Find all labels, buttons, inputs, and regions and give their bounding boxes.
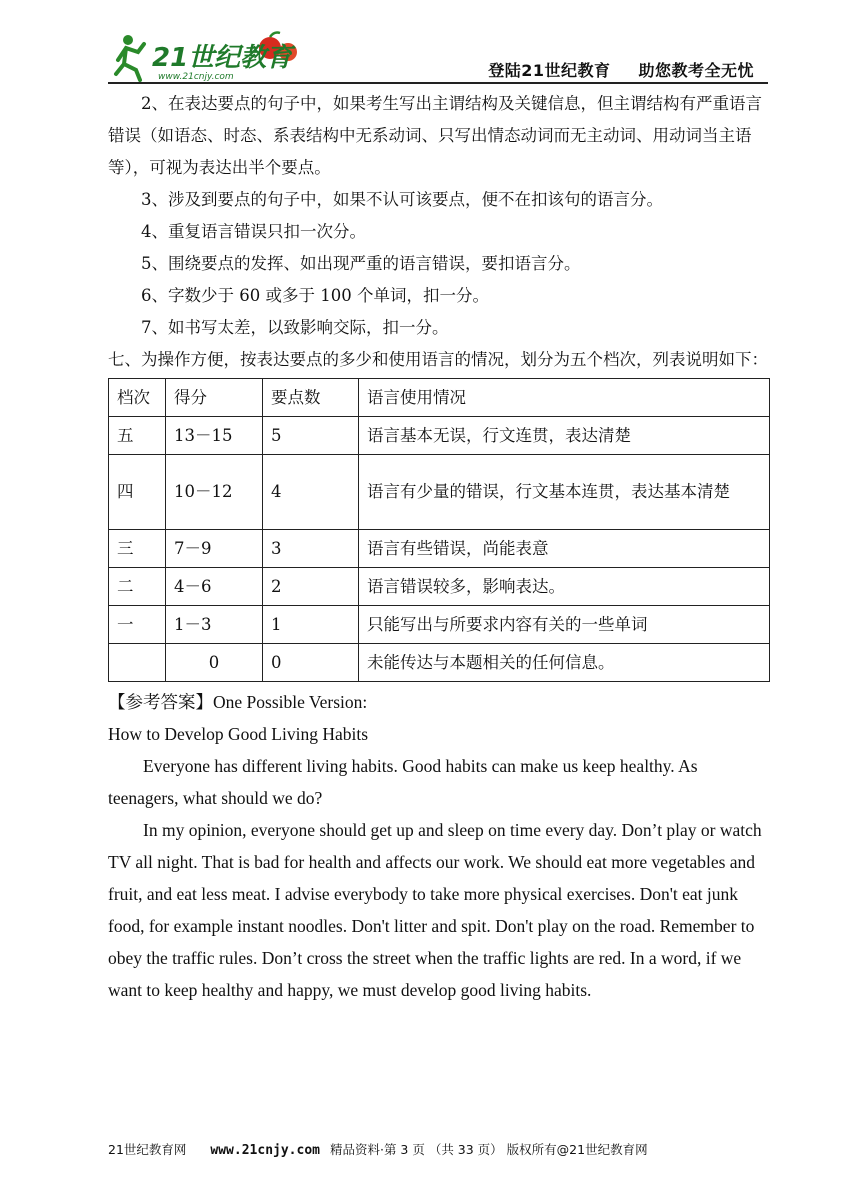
logo-url: www.21cnjy.com [158, 72, 234, 82]
page-header [108, 30, 768, 84]
table-cell: 未能传达与本题相关的任何信息。 [359, 644, 770, 682]
table-row [109, 455, 770, 530]
rule-item: 3、涉及到要点的句子中，如果不认可该要点，便不在扣该句的语言分。 [141, 190, 663, 209]
rule-item: 4、重复语言错误只扣一次分。 [141, 222, 366, 241]
table-cell: 0 [263, 644, 359, 682]
table-cell: 1 [263, 606, 359, 644]
footer-url: www.21cnjy.com [210, 1143, 320, 1158]
table-cell: 语言错误较多，影响表达。 [359, 568, 770, 606]
header-slogan [460, 58, 754, 81]
essay-title: How to Develop Good Living Habits [108, 724, 369, 744]
grading-table [108, 378, 770, 682]
table-row [109, 568, 770, 606]
answer-label: 【参考答案】One Possible Version: [108, 692, 368, 712]
table-cell: 3 [263, 530, 359, 568]
section-seven: 七、为操作方便，按表达要点的多少和使用语言的情况，划分为五个档次，列表说明如下： [108, 350, 768, 369]
table-cell: 语言有些错误，尚能表意 [359, 530, 770, 568]
table-cell: 4 [263, 455, 359, 530]
table-header: 得分 [166, 379, 263, 417]
rule-item: 2、在表达要点的句子中，如果考生写出主谓结构及关键信息，但主谓结构有严重语言错误（如语态、时态、系表结构中无系动词、只写出情态动词而无主动词、用动词当主语等），可视为表达出半个要点。 [108, 94, 762, 177]
table-cell: 13－15 [166, 417, 263, 455]
table-cell: 0 [166, 644, 263, 682]
table-cell: 四 [109, 455, 166, 530]
table-row [109, 644, 770, 682]
table-cell: 10－12 [166, 455, 263, 530]
logo-text: 21世纪教育 [152, 43, 293, 73]
table-row [109, 417, 770, 455]
table-cell: 一 [109, 606, 166, 644]
rule-item: 6、字数少于 60 或多于 100 个单词，扣一分。 [141, 286, 489, 305]
logo-icon [110, 30, 310, 82]
page-content [108, 88, 768, 1006]
rule-item: 7、如书写太差，以致影响交际，扣一分。 [141, 318, 449, 337]
footer-site: 21世纪教育网 [108, 1142, 187, 1157]
header-slogan-left: 登陆21世纪教育 [488, 61, 611, 80]
table-row [109, 530, 770, 568]
rule-item: 5、围绕要点的发挥、如出现严重的语言错误，要扣语言分。 [141, 254, 581, 273]
table-cell: 五 [109, 417, 166, 455]
table-header: 档次 [109, 379, 166, 417]
table-cell [109, 644, 166, 682]
essay-paragraph: Everyone has different living habits. Good habits can make us keep healthy. As teenagers, what should we do? [108, 756, 698, 808]
table-header: 要点数 [263, 379, 359, 417]
table-cell: 1－3 [166, 606, 263, 644]
table-cell: 三 [109, 530, 166, 568]
table-cell: 二 [109, 568, 166, 606]
table-row [109, 606, 770, 644]
table-cell: 5 [263, 417, 359, 455]
table-cell: 只能写出与所要求内容有关的一些单词 [359, 606, 770, 644]
table-cell: 7－9 [166, 530, 263, 568]
table-cell: 4－6 [166, 568, 263, 606]
table-cell: 2 [263, 568, 359, 606]
table-header: 语言使用情况 [359, 379, 770, 417]
table-cell: 语言基本无误，行文连贯，表达清楚 [359, 417, 770, 455]
header-slogan-right: 助您教考全无忧 [638, 61, 754, 80]
table-header-row [109, 379, 770, 417]
footer-info: 精品资料·第 3 页 （共 33 页） 版权所有@21世纪教育网 [329, 1142, 648, 1157]
table-cell: 语言有少量的错误，行文基本连贯，表达基本清楚 [359, 455, 770, 530]
page-footer [108, 1140, 768, 1158]
essay-paragraph: In my opinion, everyone should get up and sleep on time every day. Don’t play or watch TV all night. That is bad for health and affects our work. We should eat more vegetables and fruit, and eat less meat. I advise everybody to take more physical exercises. Don't eat junk food, for example instant noodles. Don't litter and spit. Don't play on the road. Remember to obey the traffic rules. Don’t cross the street when the traffic lights are red. In a word, if we want to keep healthy and happy, we must develop good living habits. [108, 820, 762, 1000]
